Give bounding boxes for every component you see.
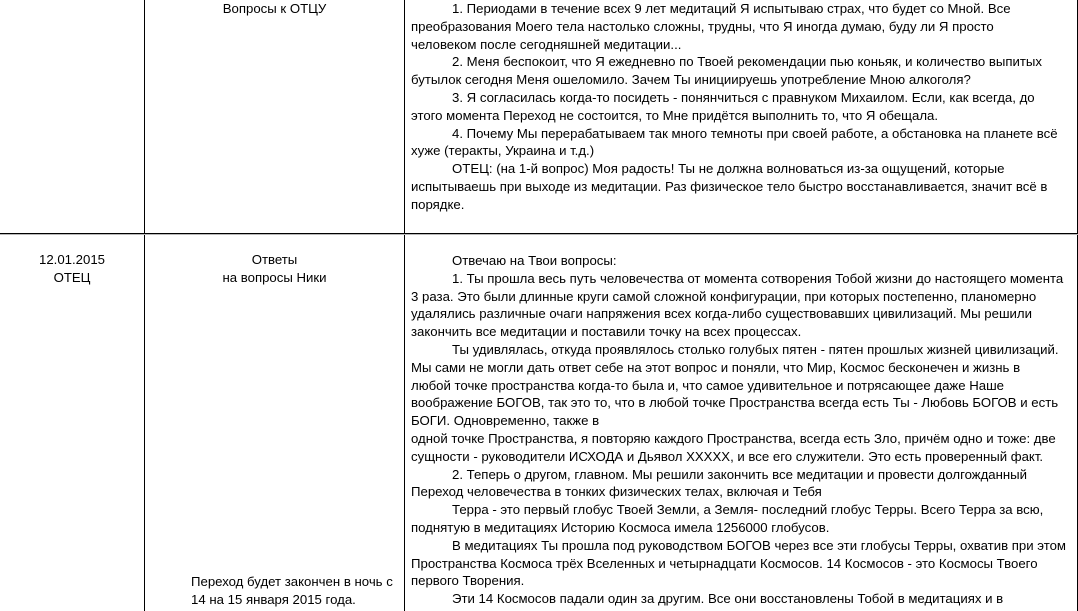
row2-author: ОТЕЦ — [53, 269, 91, 285]
row2-note-line1: Переход будет закончен в ночь с — [191, 574, 393, 589]
row-divider-shadow — [0, 234, 1078, 235]
paragraph-line: любой точке пространства когда-то была и, что самое удивительное и потрясающее даже Наше — [411, 377, 1005, 393]
paragraph-line: Переход человечества в тонких физических телах, включая и Тебя — [411, 484, 822, 500]
column-divider-1 — [144, 0, 145, 611]
paragraph-line: одной точке Пространства, я повторяю каждого Пространства, всегда есть Зло, причём одно и тоже: две — [411, 430, 1056, 446]
paragraph-line: первого Творения. — [411, 573, 525, 589]
paragraph-line: Пространства Космоса трёх Вселенных и четырнадцати Космосов. 14 Космосов - это Космосы Твоего — [411, 555, 1038, 571]
paragraph-line: БОГИ. Одновременно, также в — [411, 413, 600, 429]
paragraph-line: порядке. — [411, 196, 465, 212]
paragraph-line: 2. Теперь о другом, главном. Мы решили закончить все медитации и провести долгожданный — [452, 466, 1028, 482]
paragraph-line: хуже (теракты, Украина и т.д.) — [411, 143, 595, 159]
paragraph-line: преобразования Моего тела настолько сложны, трудны, что Я иногда думаю, буду ли Я просто — [411, 18, 994, 34]
paragraph-line: этого момента Переход не состоится, то Мне придётся выполнить то, что Я обещала. — [411, 107, 939, 123]
column-divider-2 — [404, 0, 405, 611]
paragraph-line: ОТЕЦ: (на 1-й вопрос) Моя радость! Ты не должна волноваться из-за ощущений, которые — [452, 161, 1005, 177]
paragraph-line: 2. Меня беспокоит, что Я ежедневно по Твоей рекомендации пью коньяк, и количество выпитых — [452, 54, 1042, 70]
paragraph-line: поднятую в медитациях Историю Космоса имела 1256000 глобусов. — [411, 519, 830, 535]
paragraph-line: 3. Я согласилась когда-то посидеть - понянчиться с правнуком Михаилом. Если, как всегда, до — [452, 89, 1035, 105]
row2-date-cell — [0, 251, 144, 287]
row1-body-cell — [411, 0, 1075, 214]
row2-title-line2: на вопросы Ники — [222, 269, 327, 285]
paragraph-line: В медитациях Ты прошла под руководством БОГОВ через все эти глобусы Терры, охватив при этом — [452, 537, 1066, 553]
paragraph-line: Отвечаю на Твои вопросы: — [452, 253, 617, 268]
row2-body-cell — [411, 252, 1075, 608]
paragraph-line: сущности - руководители ИСХОДА и Дьявол ХХХХХ, и все его служители. Это есть проверенный факт. — [411, 448, 1044, 464]
paragraph-line: воображение БОГОВ, так это то, что в любой точке Пространства всегда есть Ты - Любовь БОГОВ и есть — [411, 395, 1059, 411]
paragraph-line: Эти 14 Космосов падали один за другим. Все они восстановлены Тобой в медитациях и в — [452, 591, 1004, 607]
row1-title: Вопросы к ОТЦУ — [222, 1, 327, 16]
paragraph-line: 1. Периодами в течение всех 9 лет медитаций Я испытываю страх, что будет со Мной. Все — [452, 1, 1011, 16]
paragraph-line: 1. Ты прошла весь путь человечества от момента сотворения Тобой жизни до настоящего момента — [452, 270, 1064, 286]
paragraph-line: 4. Почему Мы перерабатываем так много темноты при своей работе, а обстановка на планете всё — [452, 125, 1058, 141]
paragraph-line: Терра - это первый глобус Твоей Земли, а Земля- последний глобус Терры. Всего Терра за всю, — [452, 502, 1044, 518]
paragraph-line: испытываешь при выходе из медитации. Раз физическое тело быстро восстанавливается, значит всё в — [411, 178, 1048, 194]
paragraph-line: человеком после сегодняшней медитации... — [411, 36, 682, 52]
row2-note-line2: 14 на 15 января 2015 года. — [191, 591, 356, 607]
paragraph-line: Ты удивлялась, откуда проявлялось столько голубых пятен - пятен прошлых жизней цивилизаций. — [452, 341, 1059, 357]
row1-title-cell — [145, 0, 404, 18]
paragraph-line: 3 раза. Это были длинные круги самой сложной конфигурации, при которых постепенно, планомерно — [411, 288, 1037, 304]
paragraph-line: Мы сами не могли дать ответ себе на этот вопрос и поняли, что Мир, Космос бесконечен и жизнь в — [411, 359, 1021, 375]
row2-note-cell — [191, 573, 403, 609]
paragraph-line: закончить все медитации и поставили точку на всех процессах. — [411, 324, 802, 340]
paragraph-line: бутылок сегодня Меня ошеломило. Зачем Ты инициируешь употребление Мною алкоголя? — [411, 72, 971, 88]
row2-date: 12.01.2015 — [38, 252, 105, 267]
row2-title-cell — [145, 251, 404, 287]
paragraph-line: удалялись различные очаги напряжения всех когда-либо существовавших цивилизаций. Мы решили — [411, 306, 1032, 322]
row2-title-line1: Ответы — [251, 252, 298, 267]
